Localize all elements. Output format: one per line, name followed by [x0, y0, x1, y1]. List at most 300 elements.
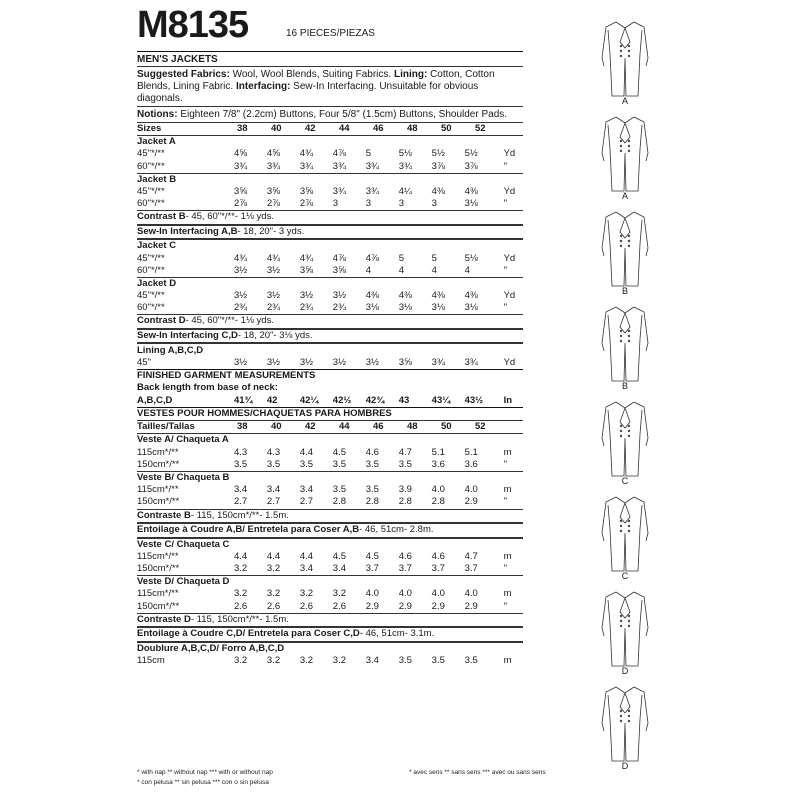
size-header-cell: 38 — [237, 123, 248, 135]
table-cell: 3.4 — [233, 484, 248, 496]
table-cell: 4 — [431, 264, 437, 276]
lining-text: Cotton, Cotton Blends, Lining Fabric. — [137, 69, 495, 92]
lining-heading: Lining A,B,C,D — [137, 343, 523, 356]
table-cell: 3.5 — [464, 654, 478, 666]
jacket-view — [590, 113, 660, 205]
table-cell: 3½ — [233, 356, 248, 368]
table-cell: 2.8 — [398, 496, 412, 508]
view-label: C — [621, 476, 629, 486]
veste-a-heading: Veste A/ Chaqueta A — [137, 433, 523, 446]
table-cell: 4.0 — [365, 588, 379, 600]
table-cell: 2.7 — [299, 496, 314, 508]
table-cell: 3¾ — [365, 160, 379, 172]
table-cell: 4 — [398, 264, 404, 276]
entoilage-cd — [137, 627, 523, 642]
table-cell: 4.3 — [266, 446, 281, 458]
table-cell: 3⅛ — [464, 198, 478, 210]
table-cell: 3⅛ — [398, 302, 412, 314]
table-cell: 3½ — [266, 264, 281, 276]
table-cell: 3.4 — [332, 562, 347, 574]
table-cell: 4⅝ — [233, 148, 248, 160]
table-cell: 3½ — [365, 356, 379, 368]
contrast-d — [137, 314, 523, 329]
table-cell: 4⅜ — [464, 186, 478, 198]
table-cell: 2.6 — [233, 600, 248, 612]
table-cell: 2.6 — [266, 600, 281, 612]
unit-label: " — [503, 600, 507, 612]
interfacing-ab-text: - 18, 20"- 3 yds. — [237, 225, 305, 237]
veste-c-heading: Veste C/ Chaqueta C — [137, 538, 523, 551]
size-header-cell: 50 — [441, 421, 452, 433]
size-header-cell: 40 — [271, 421, 282, 433]
view-label: A — [621, 191, 628, 201]
view-label: D — [621, 761, 629, 771]
unit-label: m — [503, 446, 512, 458]
pieces-count: 16 PIECES/PIEZAS — [286, 28, 375, 39]
table-cell: 2.9 — [464, 496, 478, 508]
jacket-c-heading: Jacket C — [137, 239, 523, 252]
table-cell: 4.5 — [365, 550, 379, 562]
table-row — [137, 551, 523, 563]
size-header-cell: 40 — [271, 123, 282, 135]
size-header-cell: 48 — [407, 123, 418, 135]
finished-measurements-title: FINISHED GARMENT MEASUREMENTS — [137, 369, 523, 383]
jacket-view — [590, 398, 660, 490]
table-cell: 3½ — [332, 356, 347, 368]
table-cell: 4¾ — [299, 148, 314, 160]
unit-label: m — [503, 588, 512, 600]
row-label: 60"*/** — [137, 264, 165, 276]
table-cell: 4.3 — [233, 446, 248, 458]
row-label: 115cm*/** — [137, 588, 179, 600]
table-cell: 4.0 — [431, 588, 445, 600]
table-cell: 3.2 — [233, 562, 248, 574]
table-cell: 4⅜ — [398, 290, 412, 302]
table-cell: 2.9 — [464, 600, 478, 612]
table-row — [137, 496, 523, 508]
unit-label: " — [503, 496, 507, 508]
table-cell: 3.6 — [431, 458, 445, 470]
table-cell: 3.5 — [365, 484, 379, 496]
jacket-view — [590, 683, 660, 775]
tailles-row — [137, 420, 523, 433]
table-cell: 3¾ — [365, 186, 379, 198]
table-cell: 2¾ — [266, 302, 281, 314]
table-cell: 3⅞ — [464, 160, 478, 172]
table-row — [137, 198, 523, 210]
table-cell: 41¾ — [233, 394, 253, 406]
interfacing-ab — [137, 225, 523, 240]
table-cell: 3.2 — [299, 588, 314, 600]
french-title: VESTES POUR HOMMES/CHAQUETAS PARA HOMBRES — [137, 407, 523, 421]
table-cell: 4¾ — [266, 252, 281, 264]
unit-label: In — [503, 394, 513, 406]
notions — [137, 107, 523, 123]
table-cell: 3¾ — [299, 160, 314, 172]
table-cell: 2¾ — [332, 302, 347, 314]
size-header-cell: 38 — [237, 421, 248, 433]
interfacing-ab-label: Sew-In Interfacing A,B — [137, 225, 238, 237]
table-cell: 2.8 — [365, 496, 379, 508]
table-cell: 2.7 — [266, 496, 281, 508]
table-cell: 3 — [365, 198, 372, 210]
table-cell: 5½ — [431, 148, 445, 160]
table-cell: 3½ — [299, 290, 314, 302]
table-cell: 3¾ — [332, 186, 347, 198]
table-cell: 3¾ — [332, 160, 347, 172]
jacket-view — [590, 588, 660, 680]
table-cell: 3.5 — [332, 484, 347, 496]
table-cell: 43¼ — [431, 394, 451, 406]
table-cell: 2.6 — [299, 600, 314, 612]
table-cell: 3.2 — [266, 562, 281, 574]
table-cell: 5 — [398, 252, 404, 264]
contrast-d-label: Contrast D — [137, 315, 186, 327]
table-cell: 3.7 — [365, 562, 379, 574]
table-cell: 43½ — [464, 394, 484, 406]
table-cell: 4 — [464, 264, 470, 276]
contrast-d-text: - 45, 60"*/**- 1⅛ yds. — [185, 315, 274, 327]
jacket-illustration — [590, 18, 660, 98]
table-cell: 3.5 — [233, 458, 248, 470]
row-label: 60"*/** — [137, 198, 165, 210]
row-label: 150cm*/** — [137, 600, 180, 612]
table-cell: 4¾ — [233, 252, 248, 264]
table-cell: 3 — [431, 198, 437, 210]
lining-label: Lining: — [393, 69, 428, 80]
unit-label: Yd — [503, 252, 516, 264]
table-cell: 3⅝ — [299, 186, 314, 198]
row-label: 150cm*/** — [137, 458, 180, 470]
jacket-b-heading: Jacket B — [137, 173, 523, 186]
entoilage-ab-label: Entoilage à Coudre A,B/ Entretela para Coser A,B — [137, 524, 360, 535]
table-cell: 3.5 — [266, 458, 281, 470]
unit-label: m — [503, 550, 512, 562]
interfacing-text: Sew-In Interfacing. Unsuitable for obvious diagonals. — [137, 81, 479, 104]
table-row — [137, 148, 523, 160]
table-cell: 4.4 — [299, 446, 314, 458]
table-cell: 3.2 — [233, 588, 248, 600]
table-cell: 4.4 — [233, 550, 248, 562]
table-cell: 4.4 — [266, 550, 281, 562]
table-cell: 3.5 — [299, 458, 314, 470]
unit-label: Yd — [503, 186, 516, 198]
contraste-d-text: - 115, 150cm*/**- 1.5m. — [190, 613, 289, 625]
table-cell: 3.5 — [431, 654, 445, 666]
interfacing-cd — [137, 329, 523, 344]
table-cell: 2.6 — [332, 600, 347, 612]
unit-label: Yd — [503, 356, 516, 368]
table-cell: 4.0 — [464, 588, 478, 600]
jacket-illustration — [590, 683, 660, 763]
table-cell: 3.7 — [464, 562, 478, 574]
table-cell: 3⅝ — [398, 356, 412, 368]
unit-label: " — [503, 264, 507, 276]
jacket-illustration — [590, 208, 660, 288]
table-cell: 2.8 — [332, 496, 347, 508]
table-cell: 3¾ — [266, 160, 281, 172]
interfacing-cd-label: Sew-In Interfacing C,D — [137, 329, 238, 341]
table-cell: 3⅛ — [431, 302, 445, 314]
contraste-b — [137, 509, 523, 524]
tailles-row-label: Tailles/Tallas — [137, 421, 195, 433]
table-cell: 3 — [398, 198, 404, 210]
table-cell: 3.7 — [398, 562, 412, 574]
suggested-fabrics — [137, 67, 523, 107]
size-header-cell: 42 — [305, 123, 316, 135]
table-cell: 5⅛ — [398, 148, 412, 160]
table-cell: 4⅜ — [464, 290, 478, 302]
jacket-view — [590, 18, 660, 110]
table-cell: 3⅛ — [365, 302, 379, 314]
row-label: 60"*/** — [137, 160, 165, 172]
fabrics-text: Wool, Wool Blends, Suiting Fabrics. — [229, 69, 394, 80]
size-header-cell: 52 — [475, 123, 486, 135]
table-cell: 4 — [365, 264, 372, 276]
table-cell: 3 — [332, 198, 339, 210]
table-cell: 4.4 — [299, 550, 314, 562]
sizes-row-label: Sizes — [137, 123, 162, 135]
size-header-cell: 42 — [305, 421, 316, 433]
table-cell: 3½ — [266, 290, 281, 302]
size-header-cell: 50 — [441, 123, 452, 135]
row-label: 45"*/** — [137, 186, 165, 198]
table-row — [137, 447, 523, 459]
table-row — [137, 655, 523, 667]
table-cell: 3.2 — [233, 654, 248, 666]
table-cell: 3⅝ — [299, 264, 314, 276]
pattern-envelope-back — [137, 6, 523, 667]
back-length-row — [137, 395, 523, 407]
interfacing-label: Interfacing: — [235, 81, 291, 92]
row-label: 115cm — [137, 654, 165, 666]
table-cell: 2¾ — [233, 302, 248, 314]
table-row — [137, 265, 523, 277]
unit-label: " — [503, 458, 507, 470]
table-cell: 3¾ — [233, 160, 248, 172]
jacket-view — [590, 208, 660, 300]
size-header-cell: 44 — [339, 123, 350, 135]
unit-label: " — [503, 562, 507, 574]
table-cell: 3⅝ — [266, 186, 281, 198]
table-cell: 3.4 — [299, 562, 314, 574]
jacket-illustration — [590, 398, 660, 478]
table-row — [137, 459, 523, 471]
jacket-view — [590, 493, 660, 585]
header — [137, 6, 523, 51]
contraste-d — [137, 613, 523, 628]
sizes-row — [137, 123, 523, 135]
jacket-illustration — [590, 113, 660, 193]
size-header-cell: 52 — [475, 421, 486, 433]
notions-label: Notions: — [137, 109, 178, 120]
table-row — [137, 290, 523, 302]
interfacing-cd-text: - 18, 20"- 3⅛ yds. — [237, 329, 313, 341]
table-cell: 4¼ — [398, 186, 412, 198]
entoilage-ab-text: - 46, 51cm- 2.8m. — [359, 524, 434, 535]
veste-d-heading: Veste D/ Chaqueta D — [137, 575, 523, 588]
table-cell: 2⅞ — [266, 198, 281, 210]
table-row — [137, 588, 523, 600]
table-cell: 3.5 — [398, 654, 412, 666]
table-cell: 3.4 — [365, 654, 379, 666]
table-row — [137, 161, 523, 173]
table-cell: 3.5 — [398, 458, 412, 470]
jacket-illustration — [590, 303, 660, 383]
notions-text: Eighteen 7/8" (2.2cm) Buttons, Four 5/8" (1.5cm) Buttons, Shoulder Pads. — [177, 109, 508, 120]
garment-title: MEN'S JACKETS — [137, 51, 523, 67]
table-row — [137, 186, 523, 198]
table-cell: 4.0 — [431, 484, 445, 496]
table-cell: 4.7 — [398, 446, 412, 458]
unit-label: " — [503, 160, 507, 172]
table-cell: 4¾ — [299, 252, 314, 264]
jacket-illustration — [590, 588, 660, 668]
table-cell: 3.7 — [431, 562, 445, 574]
entoilage-cd-text: - 46, 51cm- 3.1m. — [359, 628, 435, 640]
table-cell: 4.6 — [398, 550, 412, 562]
row-label: 60"*/** — [137, 302, 165, 314]
table-cell: 3½ — [233, 290, 248, 302]
unit-label: m — [503, 484, 512, 496]
unit-label: m — [503, 654, 512, 666]
view-label: C — [621, 571, 629, 581]
veste-b-heading: Veste B/ Chaqueta B — [137, 471, 523, 484]
table-cell: 3⅞ — [431, 160, 445, 172]
table-cell: 3½ — [299, 356, 314, 368]
table-cell: 3.4 — [299, 484, 314, 496]
table-cell: 5.1 — [431, 446, 445, 458]
pattern-number: M8135 — [137, 4, 249, 46]
table-cell: 2.7 — [233, 496, 248, 508]
jacket-view — [590, 303, 660, 395]
contrast-b-label: Contrast B — [137, 211, 186, 223]
table-cell: 4.7 — [464, 550, 478, 562]
jacket-d-heading: Jacket D — [137, 277, 523, 290]
unit-label: Yd — [503, 148, 516, 160]
unit-label: " — [503, 302, 507, 314]
table-cell: 3½ — [233, 264, 248, 276]
table-row — [137, 600, 523, 612]
table-cell: 3⅛ — [464, 302, 478, 314]
table-cell: 2⅞ — [299, 198, 314, 210]
table-cell: 42¼ — [299, 394, 319, 406]
unit-label: " — [503, 198, 507, 210]
row-label: 45" — [137, 356, 151, 368]
size-header-cell: 46 — [373, 123, 384, 135]
table-cell: 4.6 — [431, 550, 445, 562]
view-label: A — [621, 96, 628, 106]
table-cell: 3½ — [332, 290, 347, 302]
table-cell: 4⅞ — [365, 252, 379, 264]
table-cell: 5 — [431, 252, 437, 264]
table-cell: 42 — [266, 394, 278, 406]
row-label: 45"*/** — [137, 290, 165, 302]
table-cell: 42¾ — [365, 394, 385, 406]
size-header-cell: 46 — [373, 421, 384, 433]
table-cell: 3.2 — [332, 654, 347, 666]
entoilage-cd-label: Entoilage à Coudre C,D/ Entretela para Coser C,D — [137, 628, 360, 640]
row-label: 45"*/** — [137, 148, 165, 160]
contraste-b-label: Contraste B — [137, 509, 191, 521]
jacket-a-heading: Jacket A — [137, 135, 523, 148]
table-row — [137, 357, 523, 369]
table-cell: 3½ — [266, 356, 281, 368]
doublure-heading: Doublure A,B,C,D/ Forro A,B,C,D — [137, 642, 523, 655]
table-cell: 3¾ — [431, 356, 445, 368]
table-cell: 3.9 — [398, 484, 412, 496]
table-row — [137, 484, 523, 496]
back-length-heading: Back length from base of neck: — [137, 382, 278, 394]
table-row — [137, 253, 523, 265]
view-label: D — [621, 666, 629, 676]
row-label: 115cm*/** — [137, 484, 179, 496]
jacket-illustration — [590, 493, 660, 573]
table-cell: 2⅞ — [233, 198, 248, 210]
table-cell: 2.9 — [431, 600, 445, 612]
table-cell: 3.2 — [266, 588, 281, 600]
row-label: 45"*/** — [137, 252, 165, 264]
footnote-en: * with nap ** without nap *** with or without nap — [137, 769, 273, 776]
footnote-fr: * avec sens ** sans sens *** avec ou sans sens — [409, 769, 546, 776]
table-cell: 3¾ — [464, 356, 478, 368]
size-header-cell: 48 — [407, 421, 418, 433]
table-cell: 2.9 — [398, 600, 412, 612]
entoilage-ab — [137, 523, 523, 538]
table-cell: 4⅞ — [332, 148, 347, 160]
table-cell: 4⅝ — [266, 148, 281, 160]
table-cell: 42½ — [332, 394, 352, 406]
contrast-b-text: - 45, 60"*/**- 1⅛ yds. — [185, 211, 274, 223]
table-cell: 3.2 — [266, 654, 281, 666]
view-label: B — [621, 286, 628, 296]
table-cell: 4⅜ — [431, 290, 445, 302]
contraste-b-text: - 115, 150cm*/**- 1.5m. — [190, 509, 289, 521]
table-cell: 4.0 — [398, 588, 412, 600]
row-label: 150cm*/** — [137, 496, 180, 508]
footnote-es: * con pelusa ** sin pelusa *** con o sin pelusa — [137, 779, 269, 786]
table-cell: 2.8 — [431, 496, 445, 508]
table-row — [137, 563, 523, 575]
table-cell: 4⅜ — [365, 290, 379, 302]
table-cell: 4.6 — [365, 446, 379, 458]
table-cell: 2¾ — [299, 302, 314, 314]
unit-label: Yd — [503, 290, 516, 302]
row-label: A,B,C,D — [137, 394, 173, 406]
table-cell: 5 — [365, 148, 372, 160]
table-cell: 3.2 — [332, 588, 347, 600]
size-header-cell: 44 — [339, 421, 350, 433]
yardage-chart — [137, 123, 523, 667]
view-label: B — [621, 381, 628, 391]
row-label: 115cm*/** — [137, 446, 179, 458]
table-cell: 3⅝ — [332, 264, 347, 276]
table-cell: 43 — [398, 394, 410, 406]
table-cell: 4.5 — [332, 550, 347, 562]
table-cell: 3.5 — [365, 458, 379, 470]
table-cell: 3.5 — [332, 458, 347, 470]
table-row — [137, 302, 523, 314]
table-cell: 4⅞ — [332, 252, 347, 264]
table-cell: 5½ — [464, 148, 478, 160]
table-cell: 4⅜ — [431, 186, 445, 198]
table-cell: 5⅛ — [464, 252, 478, 264]
contraste-d-label: Contraste D — [137, 613, 191, 625]
table-cell: 3⅝ — [233, 186, 248, 198]
contrast-b — [137, 210, 523, 225]
table-cell: 3.6 — [464, 458, 478, 470]
table-cell: 4.5 — [332, 446, 347, 458]
